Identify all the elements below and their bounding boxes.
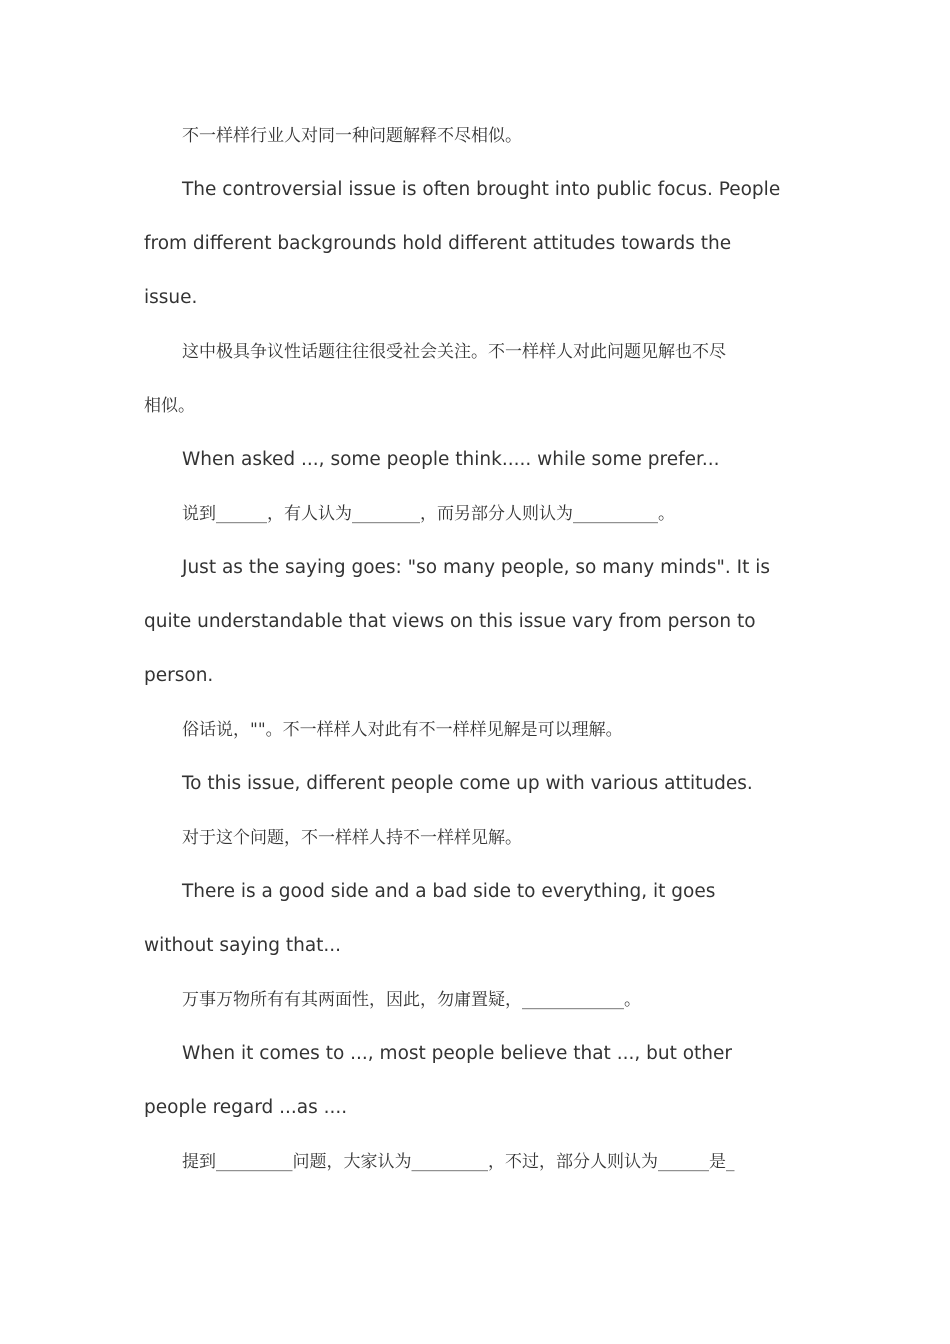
paragraph-en <box>144 865 808 973</box>
text-line: There is a good side and a bad side to everything, it goes <box>182 881 716 902</box>
text-line: without saying that... <box>144 935 342 956</box>
text-line: The controversial issue is often brought into public focus. People <box>182 179 781 200</box>
text-line: 对于这个问题，不一样样人持不一样样见解。 <box>182 828 522 848</box>
text-line: When it comes to ..., most people believe that ..., but other <box>182 1043 732 1064</box>
text-line: 俗话说，""。不一样样人对此有不一样样见解是可以理解。 <box>182 720 623 740</box>
text-line: 万事万物所有有其两面性，因此，勿庸置疑，____________。 <box>182 990 641 1010</box>
text-line: person. <box>144 665 214 686</box>
paragraph-zh <box>144 109 808 163</box>
paragraph-zh <box>144 325 808 433</box>
paragraph-zh <box>144 487 808 541</box>
text-line: issue. <box>144 287 198 308</box>
text-line: 这中极具争议性话题往往很受社会关注。不一样样人对此问题见解也不尽 <box>182 342 726 362</box>
paragraph-en <box>144 433 808 487</box>
paragraph-en <box>144 757 808 811</box>
text-line: When asked ..., some people think..... while some prefer... <box>182 449 720 470</box>
paragraph-en <box>144 1027 808 1135</box>
paragraph-en <box>144 541 808 703</box>
paragraph-en <box>144 163 808 325</box>
text-line: quite understandable that views on this issue vary from person to <box>144 611 756 632</box>
text-line: Just as the saying goes: "so many people, so many minds". It is <box>182 557 771 578</box>
paragraph-zh <box>144 703 808 757</box>
text-line: 不一样样行业人对同一种问题解释不尽相似。 <box>182 126 522 146</box>
text-line: To this issue, different people come up with various attitudes. <box>182 773 753 794</box>
text-line: 相似。 <box>144 396 195 416</box>
paragraph-zh <box>144 811 808 865</box>
text-line: 提到_________问题，大家认为_________，不过，部分人则认为______是_ <box>182 1152 735 1172</box>
text-line: 说到______，有人认为________，而另部分人则认为__________。 <box>182 504 675 524</box>
paragraph-zh <box>144 1135 808 1189</box>
text-line: from different backgrounds hold different attitudes towards the <box>144 233 732 254</box>
text-line: people regard ...as .... <box>144 1097 348 1118</box>
document-body <box>144 109 808 1189</box>
paragraph-zh <box>144 973 808 1027</box>
